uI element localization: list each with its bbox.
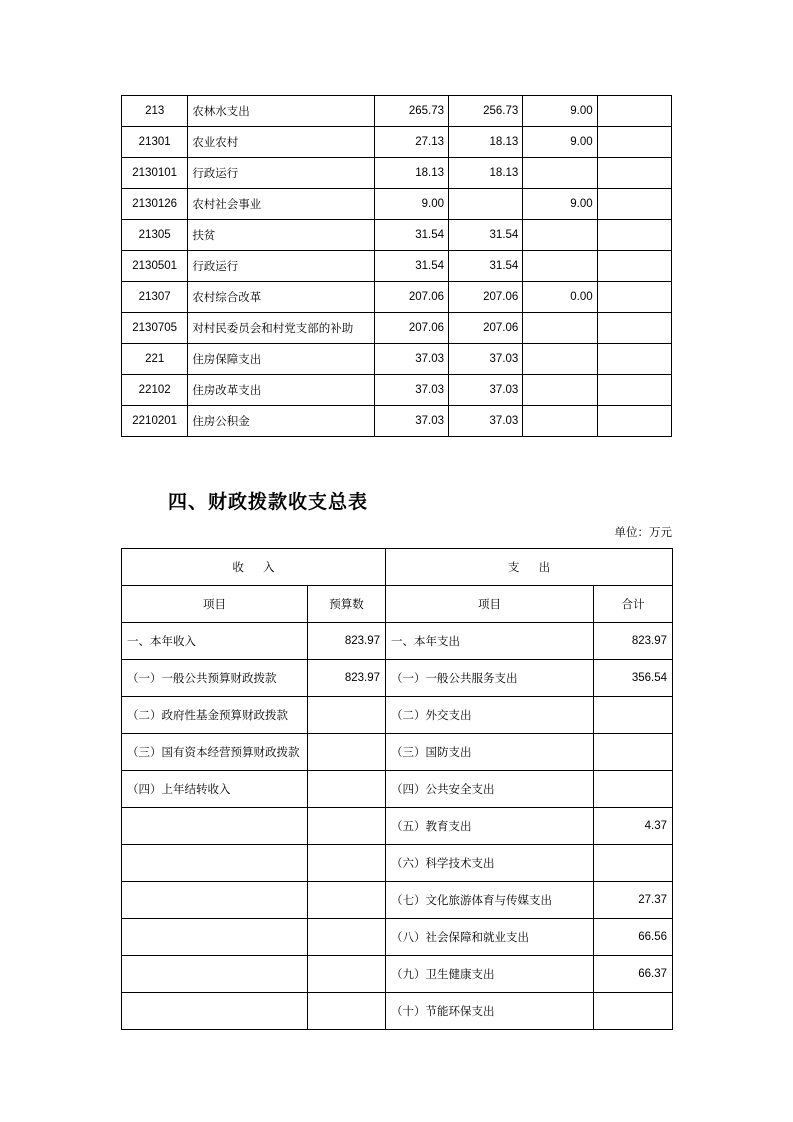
row-project xyxy=(523,251,597,282)
income-value xyxy=(308,845,386,882)
row-project xyxy=(523,220,597,251)
table-row xyxy=(122,919,673,956)
row-total: 265.73 xyxy=(374,96,448,127)
row-total: 37.03 xyxy=(374,406,448,437)
income-name xyxy=(122,808,308,845)
row-project xyxy=(523,313,597,344)
row-extra xyxy=(597,158,671,189)
income-value xyxy=(308,882,386,919)
row-name: 住房改革支出 xyxy=(188,375,374,406)
table-row xyxy=(122,845,673,882)
table2 xyxy=(121,548,673,1030)
budget-expenditure-table-continued xyxy=(121,95,672,437)
table-row xyxy=(122,623,673,660)
row-code: 213 xyxy=(122,96,188,127)
table-row xyxy=(122,956,673,993)
row-code: 21301 xyxy=(122,127,188,158)
table-row xyxy=(122,734,673,771)
table2-header-row xyxy=(122,549,673,586)
table2-body xyxy=(122,549,673,1030)
table-row xyxy=(122,660,673,697)
table-row xyxy=(122,993,673,1030)
table1 xyxy=(121,95,672,437)
row-extra xyxy=(597,220,671,251)
income-name xyxy=(122,919,308,956)
row-extra xyxy=(597,189,671,220)
row-basic: 31.54 xyxy=(449,251,523,282)
row-name: 住房公积金 xyxy=(188,406,374,437)
expense-value: 823.97 xyxy=(594,623,673,660)
table-row xyxy=(122,282,672,313)
row-project xyxy=(523,344,597,375)
row-extra xyxy=(597,96,671,127)
income-value: 823.97 xyxy=(308,660,386,697)
row-code: 22102 xyxy=(122,375,188,406)
row-project: 9.00 xyxy=(523,189,597,220)
fiscal-appropriation-summary-table xyxy=(121,548,672,1030)
row-extra xyxy=(597,127,671,158)
row-project: 9.00 xyxy=(523,96,597,127)
expense-name: （二）外交支出 xyxy=(386,697,594,734)
row-project xyxy=(523,375,597,406)
row-name: 住房保障支出 xyxy=(188,344,374,375)
row-basic: 18.13 xyxy=(449,127,523,158)
expense-value: 27.37 xyxy=(594,882,673,919)
table-row xyxy=(122,697,673,734)
row-total: 37.03 xyxy=(374,344,448,375)
expense-value xyxy=(594,845,673,882)
row-code: 2210201 xyxy=(122,406,188,437)
expense-name: （七）文化旅游体育与传媒支出 xyxy=(386,882,594,919)
unit-note: 单位：万元 xyxy=(614,527,672,539)
table-row xyxy=(122,313,672,344)
row-extra xyxy=(597,282,671,313)
expense-name: （十）节能环保支出 xyxy=(386,993,594,1030)
row-name: 农业农村 xyxy=(188,127,374,158)
income-value xyxy=(308,919,386,956)
table-row xyxy=(122,251,672,282)
row-name: 行政运行 xyxy=(188,158,374,189)
row-total: 31.54 xyxy=(374,251,448,282)
row-total: 18.13 xyxy=(374,158,448,189)
table-row xyxy=(122,158,672,189)
expense-value xyxy=(594,734,673,771)
row-basic: 207.06 xyxy=(449,313,523,344)
row-total: 27.13 xyxy=(374,127,448,158)
income-name: （一）一般公共预算财政拨款 xyxy=(122,660,308,697)
income-header: 收 入 xyxy=(122,549,386,586)
row-basic: 37.03 xyxy=(449,406,523,437)
expense-name: （八）社会保障和就业支出 xyxy=(386,919,594,956)
income-name: （四）上年结转收入 xyxy=(122,771,308,808)
expense-name: （六）科学技术支出 xyxy=(386,845,594,882)
row-extra xyxy=(597,251,671,282)
row-total: 207.06 xyxy=(374,282,448,313)
row-basic: 18.13 xyxy=(449,158,523,189)
table2-subheader-row xyxy=(122,586,673,623)
row-code: 21307 xyxy=(122,282,188,313)
row-extra xyxy=(597,406,671,437)
row-total: 31.54 xyxy=(374,220,448,251)
expense-item-header: 项目 xyxy=(386,586,594,623)
table-row xyxy=(122,375,672,406)
row-total: 207.06 xyxy=(374,313,448,344)
row-name: 扶贫 xyxy=(188,220,374,251)
table-row xyxy=(122,96,672,127)
income-value xyxy=(308,771,386,808)
income-name xyxy=(122,882,308,919)
row-code: 2130101 xyxy=(122,158,188,189)
expense-value xyxy=(594,993,673,1030)
income-name: （三）国有资本经营预算财政拨款 xyxy=(122,734,308,771)
income-value xyxy=(308,734,386,771)
expense-value: 66.37 xyxy=(594,956,673,993)
row-basic: 37.03 xyxy=(449,375,523,406)
row-extra xyxy=(597,313,671,344)
expense-value: 356.54 xyxy=(594,660,673,697)
row-name: 行政运行 xyxy=(188,251,374,282)
row-basic: 256.73 xyxy=(449,96,523,127)
table-row xyxy=(122,808,673,845)
expense-name: （一）一般公共服务支出 xyxy=(386,660,594,697)
expense-value: 4.37 xyxy=(594,808,673,845)
expense-value xyxy=(594,697,673,734)
income-value: 823.97 xyxy=(308,623,386,660)
table-row xyxy=(122,189,672,220)
income-name: （二）政府性基金预算财政拨款 xyxy=(122,697,308,734)
row-name: 农林水支出 xyxy=(188,96,374,127)
row-basic: 31.54 xyxy=(449,220,523,251)
row-project xyxy=(523,406,597,437)
row-name: 农村综合改革 xyxy=(188,282,374,313)
income-budget-header: 预算数 xyxy=(308,586,386,623)
row-code: 2130705 xyxy=(122,313,188,344)
table-row xyxy=(122,406,672,437)
table1-body xyxy=(122,96,672,437)
income-name xyxy=(122,956,308,993)
row-project: 9.00 xyxy=(523,127,597,158)
row-basic: 37.03 xyxy=(449,344,523,375)
expense-total-header: 合计 xyxy=(594,586,673,623)
row-code: 221 xyxy=(122,344,188,375)
table-row xyxy=(122,220,672,251)
expense-name: （三）国防支出 xyxy=(386,734,594,771)
income-value xyxy=(308,993,386,1030)
row-name: 对村民委员会和村党支部的补助 xyxy=(188,313,374,344)
income-value xyxy=(308,808,386,845)
row-total: 37.03 xyxy=(374,375,448,406)
row-basic: 207.06 xyxy=(449,282,523,313)
table-row xyxy=(122,771,673,808)
income-item-header: 项目 xyxy=(122,586,308,623)
income-name xyxy=(122,993,308,1030)
section-title: 四、财政拨款收支总表 xyxy=(168,492,369,513)
row-name: 农村社会事业 xyxy=(188,189,374,220)
table-row xyxy=(122,882,673,919)
row-total: 9.00 xyxy=(374,189,448,220)
row-code: 2130126 xyxy=(122,189,188,220)
income-name xyxy=(122,845,308,882)
row-project: 0.00 xyxy=(523,282,597,313)
expense-name: （九）卫生健康支出 xyxy=(386,956,594,993)
row-code: 2130501 xyxy=(122,251,188,282)
expense-value: 66.56 xyxy=(594,919,673,956)
expense-name: （四）公共安全支出 xyxy=(386,771,594,808)
expense-header: 支 出 xyxy=(386,549,673,586)
expense-name: （五）教育支出 xyxy=(386,808,594,845)
row-code: 21305 xyxy=(122,220,188,251)
row-project xyxy=(523,158,597,189)
income-value xyxy=(308,956,386,993)
expense-value xyxy=(594,771,673,808)
income-name: 一、本年收入 xyxy=(122,623,308,660)
expense-name: 一、本年支出 xyxy=(386,623,594,660)
row-basic xyxy=(449,189,523,220)
row-extra xyxy=(597,375,671,406)
table-row xyxy=(122,344,672,375)
row-extra xyxy=(597,344,671,375)
table-row xyxy=(122,127,672,158)
income-value xyxy=(308,697,386,734)
